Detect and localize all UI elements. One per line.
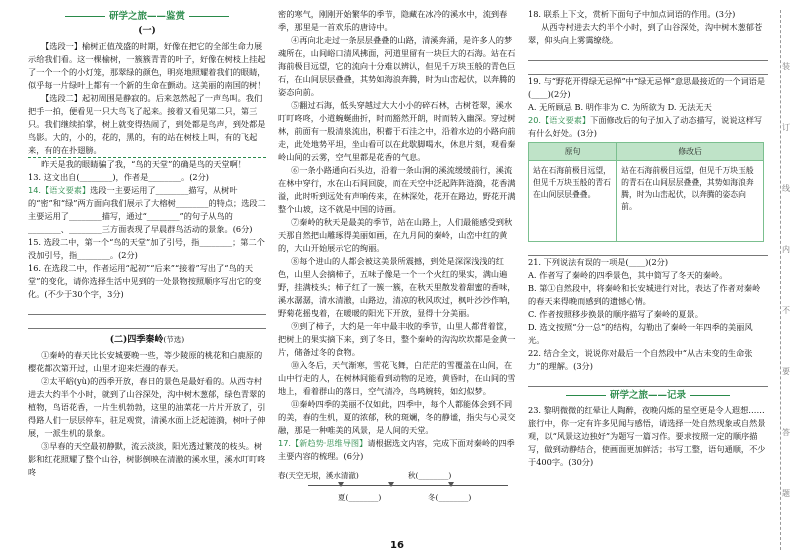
passage-p8: ⑧每个进山的人都会被这美景所震撼，到处是深深浅浅的红色，山里人会摘柿子，五味子像是一个一个火红的果实，满山遍野，挂满枝头；柿子红了一簇一簇，在秋天里散发着甜蜜的香味，溪水潺潺，清水清澈，山路边，清凉的秋风吹过，枫叶沙沙作响，野菊花摇曳着，在暖暖的阳光下开放，显得十分美丽。: [278, 256, 516, 318]
passage-p4: ④再向北走过一条层层叠叠的山路，清溪奔涌，是许多人的梦魂所在，山间峪口清风拂面，河道里留有一块巨大的石海。站在石海前极目远望，它的流向十分难以辨认，但见千万块玉般的青色巨石，在山间层层叠叠，其势如海浪奔腾，时为山峦起伏，以奔腾的姿态向前。: [278, 35, 516, 97]
timeline-winter: 冬(________): [428, 493, 472, 502]
binding-char: 题: [782, 489, 790, 498]
timeline-summer: 夏(________): [338, 493, 382, 502]
passage-p7: ⑦秦岭的秋天是最美的季节，站在山路上，人们最能感受到秋天那自然把山雕琢得美丽如画，在九月间的秦岭，山峦中红的黄的，大山开始展示它的绚丽。: [278, 217, 513, 253]
table-cell-modified: 站在石海前极目远望，但见千万块玉般的青石在山间层层叠叠，其势如海浪奔腾，时为山峦起伏，以奔腾的姿态向前。: [617, 161, 764, 242]
answer-line[interactable]: [528, 373, 768, 387]
binding-char: 不: [782, 306, 790, 315]
question-16: 16. 在选段二中，作者运用“起初”“后来”“接着”写出了“鸟的天堂”的变化，请你选择生活中见到的一处景物按照顺序写出它的变化。(不少于30个字，3分): [28, 263, 262, 299]
question-21-b: B. 第①自然段中，将秦岭和长安城进行对比，表达了作者对秦岭的春天来得晚而感到的遗憾心情。: [528, 283, 761, 306]
excerpt-1: 【选段一】榆树正值茂盛的时期，好像在把它的全部生命力展示给我们看。这一棵榆树，一簇簇青青的叶子，好像在树枝上挂起了一个一个的小灯笼，那翠绿的颜色，明亮地照耀着我们的眼睛，似乎每一片绿叶上都有一个新的生命在颤动。这美丽的南国的树！: [28, 41, 266, 90]
question-21: 21. 下列说法有误的一项是(____)(2分): [528, 257, 669, 267]
column-middle: [278, 8, 516, 503]
passage-p3: ③早春的天空最初静默，流云淡淡，阳光透过繁茂的枝头。树影和红花照耀了整个山谷，树影倒映在清澈的溪水里，溪水叮叮咚咚: [28, 441, 266, 477]
answer-line[interactable]: [528, 61, 768, 75]
timeline-spring: 春(天空无垠，溪水清澈): [278, 471, 359, 480]
table-header-original: 原句: [529, 143, 617, 161]
section-title-appreciation: 研学之旅——鉴赏: [28, 10, 266, 23]
excerpt-3: 昨天是我的眼睛骗了我，“鸟的天堂”的确是鸟的天堂啊！: [41, 159, 246, 169]
binding-char: 订: [782, 123, 790, 132]
binding-margin-text: [782, 60, 796, 548]
question-23: 23. 黎明微微的红晕让人陶醉，夜晚闪烁的星空更是令人遐想……旅行中，你一定有许多见闻与感悟，请选择一处自然现象或自然景观，以“风景这边独好”为题写一篇习作。要求按照一定的顺序描写，做到动静结合，使画面更加鲜活；书写工整，语句通顺，不少于400字。(30分): [528, 405, 766, 467]
excerpt-2: 【选段二】起初周围是静寂的。后来忽然起了一声鸟叫。我们把手一拍，便看见一只大鸟飞了起来。接着又看见第二只，第三只。我们继续拍掌，树上就变得热闹了，到处都是鸟声，到处都是鸟影。大的，小的，花的，黑的，有的站在树枝上叫，有的飞起来，有的在扑翅膀。: [28, 92, 266, 158]
question-14: [28, 184, 266, 236]
answer-line[interactable]: [28, 315, 266, 329]
binding-char: 内: [782, 245, 790, 254]
passage-p10: ⑩入冬后，天气渐寒，雪花飞舞，白茫茫的雪覆盖在山间，在山中行走的人，在树林间能看到动物的足迹，黄昏时，在山间的雪地上，看着群山的落日，空气清冷，鸟鸣婉转，如幻似梦。: [278, 360, 516, 396]
passage-p11: ⑪秦岭四季的美丽不仅如此，四季中，每个人都能体会到不同的美，春的生机，夏的浓郁，秋的斑斓，冬的静谧，指尖与心灵交融，那是一种唯美的风景，是人间的天堂。: [278, 399, 516, 435]
answer-line[interactable]: [28, 301, 266, 315]
revision-table: [528, 142, 764, 242]
binding-char: 要: [782, 367, 790, 376]
answer-line[interactable]: [528, 47, 768, 61]
seasons-timeline: [278, 467, 516, 503]
question-20-tag: 20.【语文要素】: [528, 115, 591, 125]
section-title-record: 研学之旅——记录: [528, 389, 768, 402]
question-20: [528, 114, 768, 140]
binding-char: 装: [782, 62, 790, 71]
passage-p1: ①秦岭的春天比长安城要晚一些，等少陵原的桃花和白鹿原的樱花都次第开过，山里才迎来烂漫的春天。: [28, 350, 263, 373]
question-21-a: A. 作者写了秦岭的四季景色，其中简写了冬天的秦岭。: [528, 270, 728, 280]
question-18: 18. 联系上下文，赏析下面句子中加点词语的作用。(3分): [528, 9, 736, 19]
question-21-c: C. 作者按照移步换景的顺序描写了秦岭的夏景。: [528, 309, 703, 319]
question-14-tag: 14.【语文要素】: [28, 185, 91, 195]
question-20-text: 下面修改后的句子加入了动态描写，说说这样写有什么好处。(3分): [528, 115, 763, 138]
table-header-modified: 修改后: [617, 143, 764, 161]
answer-line[interactable]: [528, 242, 768, 256]
question-17-tag: 17.【新趋势·思维导图】: [278, 438, 368, 448]
subsection-two: (二)四季秦岭(节选): [109, 335, 185, 345]
timeline-marker: [338, 482, 344, 487]
question-17-text: 请根据选文内容，完成下面对秦岭的四季主要内容的梳理。(6分): [278, 438, 515, 461]
passage-p9: ⑨到了柿子，大约是一年中最丰收的季节，山里人都背着筐，把树上的果实摘下来，到了冬日，整个秦岭的沟沟坎坎都是金黄一片，储备过冬的食物。: [278, 321, 516, 357]
question-15: 15. 选段二中，第一个“鸟的天堂”加了引号，指________；第二个没加引号，指________。(2分): [28, 237, 265, 260]
question-22: 22. 结合全文，说说你对最后一个自然段中“从古未变的生命张力”的理解。(3分): [528, 348, 753, 371]
timeline-marker: [388, 482, 394, 487]
binding-line: [780, 10, 781, 550]
question-17: [278, 437, 516, 463]
page-number: 16: [390, 540, 404, 551]
question-13: 13. 这文出自(________)，作者是________。(2分): [28, 172, 209, 182]
column-right: [528, 8, 768, 469]
passage-p6: ⑥一条小路通向石头边，沿着一条山涧的溪流缓缓前行，溪流在林中穿行，水在山石间回旋，而在天空中泛起阵阵涟漪，花香满溢，此时听到远处有声响传来，在林深处，花开在路边，野花开满整个山坡，这不就是中国的诗画。: [278, 165, 516, 214]
column-left: [28, 8, 266, 479]
timeline-autumn: 秋(________): [408, 471, 452, 480]
table-cell-original: 站在石海前极目远望，但见千万块玉般的青石在山间层层叠叠。: [529, 161, 617, 242]
question-21-d: D. 选文按照“分一总”的结构，勾勒出了秦岭一年四季的美丽风光。: [528, 322, 753, 345]
question-14-text: 选段一主要运用了________描写，从树叶的“密”和“绿”两方面向我们展示了大榕树________的特点；选段二主要运用了________描写，通过“________”的句子从鸟的________、________三方面表现了早晨群鸟活动的景象。(6分): [28, 185, 266, 234]
question-19-options: A. 无所顾忌 B. 明作非为 C. 为所欲为 D. 无法无天: [528, 102, 712, 112]
binding-char: 答: [782, 428, 790, 437]
passage-p5: ⑤翻过石海，低头穿越过大大小小的碎石林，古树苍翠，溪水叮叮咚咚，小道蜿蜒曲折，时而豁然开朗，时而转入幽深。穿过树林，前面有一股清泉流出，积蓄于石洼之中，沿着水边的小路向前走，此处地势平坦，坐山看可以在此歇脚喝水，休息片刻，观看秦岭山间的云雾，空气里都是花香的气息。: [278, 100, 516, 162]
question-19: 19. 与“野花开得绿无忌惮”中“绿无忌惮”意思最接近的一个词语是(____)(2分): [528, 76, 766, 99]
binding-char: 线: [782, 184, 790, 193]
passage-p2: ②太平峪(yù)的西季开放，春日的景色是最好看的。从西寺村进去大约半个小时，就到了山谷深处，沟中树木葱郁，绿色青翠的植物，鸟语花香，一片生机勃勃，这里的油菜花一片片开放了，引得路人们一层层停车，驻足观赏，清溪水面上泛起涟漪，树叶子伸展，一派生机的景象。: [28, 376, 266, 438]
timeline-marker: [448, 482, 454, 487]
passage-p3-cont: 密的寒气，刚刚开始繁华的季节，隐藏在冰冷的溪水中，流到春季，那里是一首欢乐的唐诗中。: [278, 9, 508, 32]
subsection-one: (一): [138, 26, 156, 36]
question-18-quote: 从西寺村进去大约半个小时，到了山谷深处，沟中树木葱郁苍翠，仰头向上雾霭缭绕。: [528, 22, 763, 45]
